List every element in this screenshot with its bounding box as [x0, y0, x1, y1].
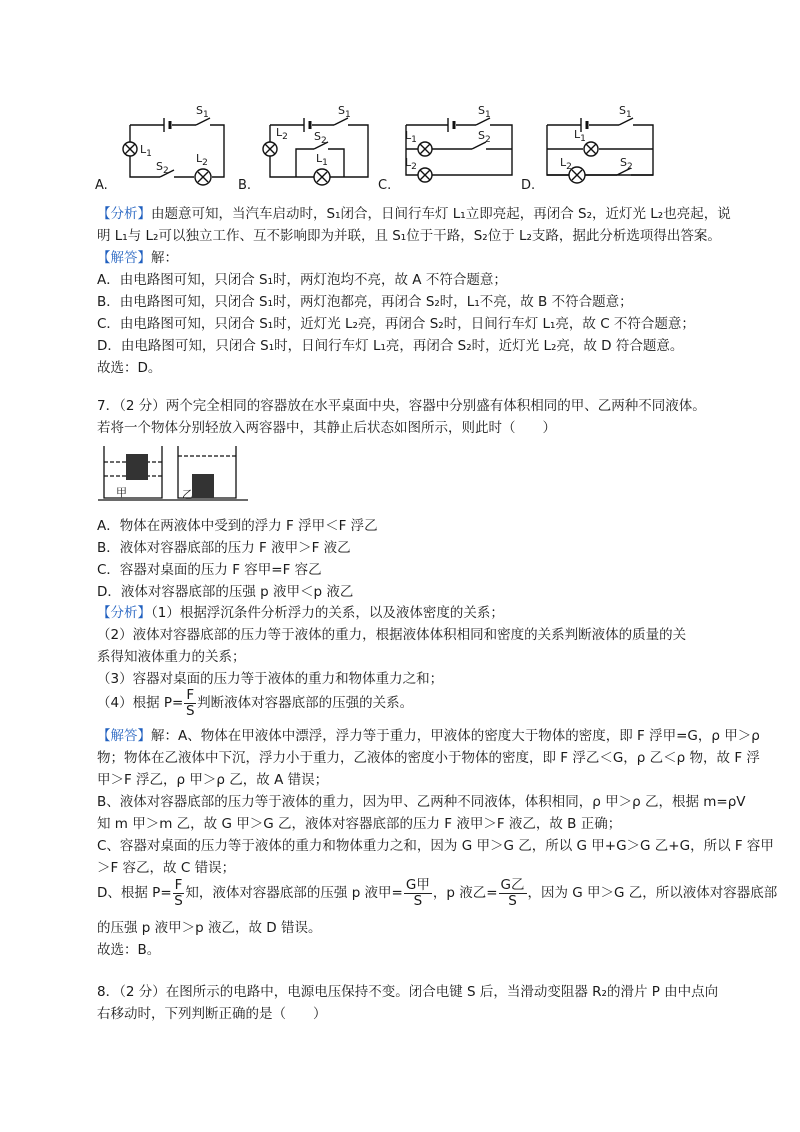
analysis-tag: 【分析】 [97, 206, 151, 222]
circuit-c-label-s2: $S_2$ [478, 129, 491, 145]
q7-stem-line-2: 若将一个物体分别轻放入两容器中，其静止后状态如图所示，则此时（ ） [97, 420, 556, 436]
q7-answer-line-8: D、根据 P= $\frac{F}{S}$ 知，液体对容器底部的压强 p 液甲= $\frac{\text{G甲}}{S}$ ，p 液乙= $\frac{\text{G乙}}{S}$ ，因为 G 甲＞G 乙，所以液体对容器底部 [97, 876, 778, 909]
fraction-g-jia-over-s: $\frac{\text{G甲}}{S}$ [405, 876, 430, 909]
circuit-b-label-s1: $S_1$ [338, 104, 351, 120]
q6-analysis-line-1: 【分析】由题意可知，当汽车启动时，S₁闭合，日间行车灯 L₁立即亮起，再闭合 S₂，近灯光 L₂也亮起，说 [97, 206, 731, 222]
q7-answer-line-6: C、容器对桌面的压力等于液体的重力和物体重力之和，因为 G 甲＞G 乙，所以 G 甲+G＞G 乙+G，所以 F 容甲 [97, 838, 774, 854]
floating-block [126, 454, 148, 480]
q7-option-d: D．液体对容器底部的压强 p 液甲＜p 液乙 [97, 584, 354, 600]
q6-answer-c: C．由电路图可知，只闭合 S₁时，近灯光 L₂亮，再闭合 S₂时，日间行车灯 L₁亮，故 C 不符合题意； [97, 316, 695, 332]
option-b-label: B. [238, 178, 252, 193]
q7-answer-line-1: 【解答】解：A、物体在甲液体中漂浮，浮力等于重力，甲液体的密度大于物体的密度，即 F 浮甲=G，ρ 甲＞ρ [97, 728, 760, 744]
circuit-d-label-l2: $L_2$ [560, 156, 572, 172]
circuit-d-label-s1: $S_1$ [619, 104, 632, 120]
circuit-d-label-l1: $L_1$ [574, 128, 586, 144]
circuit-a-label-l2: $L_2$ [196, 152, 208, 168]
q6-answer-heading: 【解答】解： [97, 250, 178, 266]
circuit-b-label-l2: $L_2$ [276, 126, 288, 142]
q7-answer-line-5: 知 m 甲＞m 乙，故 G 甲＞G 乙，液体对容器底部的压力 F 液甲＞F 液乙，故 B 正确； [97, 816, 622, 832]
q6-answer-b: B．由电路图可知，只闭合 S₁时，两灯泡都亮，再闭合 S₂时，L₁不亮，故 B 不符合题意； [97, 294, 633, 310]
sunk-block [192, 474, 214, 498]
analysis-tag: 【分析】 [97, 605, 151, 621]
q8-stem-line-2: 右移动时，下列判断正确的是（ ） [97, 1006, 327, 1022]
q7-analysis-line-4: （3）容器对桌面的压力等于液体的重力和物体重力之和； [97, 671, 444, 687]
fraction-g-yi-over-s: $\frac{\text{G乙}}{S}$ [500, 876, 525, 909]
answer-tag: 【解答】 [97, 250, 151, 266]
circuit-a-label-l1: $L_1$ [140, 143, 152, 159]
circuit-b-label-l1: $L_1$ [316, 152, 328, 168]
circuit-a-label-s2: $S_2$ [156, 160, 169, 176]
container-label-jia: 甲 [116, 486, 127, 499]
q7-option-a: A．物体在两液体中受到的浮力 F 浮甲＜F 浮乙 [97, 518, 378, 534]
q8-stem-line-1: 8．（2 分）在图所示的电路中，电源电压保持不变。闭合电键 S 后，当滑动变阻器 R₂的滑片 P 由中点向 [97, 984, 719, 1000]
q6-answer-d: D．由电路图可知，只闭合 S₁时，日间行车灯 L₁亮，再闭合 S₂时，近灯光 L₂亮，故 D 符合题意。 [97, 338, 684, 354]
circuit-c-label-l2: $L_2$ [405, 156, 417, 172]
q6-choice: 故选：D。 [97, 360, 162, 376]
circuit-b-label-s2: $S_2$ [314, 130, 327, 146]
circuit-a-label-s1: $S_1$ [196, 104, 209, 120]
q7-stem-line-1: 7．（2 分）两个完全相同的容器放在水平桌面中央，容器中分别盛有体积相同的甲、乙两种不同液体。 [97, 398, 706, 414]
q7-answer-line-9: 的压强 p 液甲＞p 液乙，故 D 错误。 [97, 920, 322, 936]
circuit-diagram-b [260, 105, 380, 190]
q7-option-b: B．液体对容器底部的压力 F 液甲＞F 液乙 [97, 540, 351, 556]
q7-option-c: C．容器对桌面的压力 F 容甲=F 容乙 [97, 562, 322, 578]
q7-analysis-line-2: （2）液体对容器底部的压力等于液体的重力，根据液体体积相同和密度的关系判断液体的质量的关 [97, 627, 687, 643]
circuit-c-label-l1: $L_1$ [405, 129, 417, 145]
circuit-c-label-s1: $S_1$ [478, 104, 491, 120]
q7-answer-line-7: ＞F 容乙，故 C 错误； [97, 860, 236, 876]
answer-tag: 【解答】 [97, 728, 151, 744]
circuit-diagram-a [118, 105, 238, 190]
q6-analysis-line-2: 明 L₁与 L₂可以独立工作、互不影响即为并联，且 S₁位于干路，S₂位于 L₂支路，据此分析选项得出答案。 [97, 228, 721, 244]
fraction-f-over-s: $\frac{F}{S}$ [174, 876, 183, 909]
q7-answer-line-3: 甲＞F 浮乙，ρ 甲＞ρ 乙，故 A 错误； [97, 772, 329, 788]
container-label-yi: 乙 [182, 488, 193, 501]
q7-choice: 故选：B。 [97, 942, 161, 958]
option-c-label: C. [378, 178, 392, 193]
circuit-diagram-c [400, 105, 525, 190]
q7-analysis-line-1: 【分析】（1）根据浮沉条件分析浮力的关系，以及液体密度的关系； [97, 605, 504, 621]
fraction-f-over-s: $\frac{F}{S}$ [185, 686, 195, 719]
q7-analysis-line-5: （4）根据 P= $\frac{F}{S}$ 判断液体对容器底部的压强的关系。 [97, 686, 414, 719]
q6-answer-a: A．由电路图可知，只闭合 S₁时，两灯泡均不亮，故 A 不符合题意； [97, 272, 507, 288]
option-a-label: A. [95, 178, 108, 193]
circuit-diagram-d [543, 105, 668, 190]
q7-answer-line-4: B、液体对容器底部的压力等于液体的重力，因为甲、乙两种不同液体，体积相同，ρ 甲＞ρ 乙，根据 m=ρV [97, 794, 746, 810]
q7-answer-line-2: 物；物体在乙液体中下沉，浮力小于重力，乙液体的密度小于物体的密度，即 F 浮乙＜G，ρ 乙＜ρ 物，故 F 浮 [97, 750, 760, 766]
option-d-label: D. [521, 178, 536, 193]
circuit-d-label-s2: $S_2$ [620, 156, 633, 172]
q7-analysis-line-3: 系得知液体重力的关系； [97, 649, 246, 665]
